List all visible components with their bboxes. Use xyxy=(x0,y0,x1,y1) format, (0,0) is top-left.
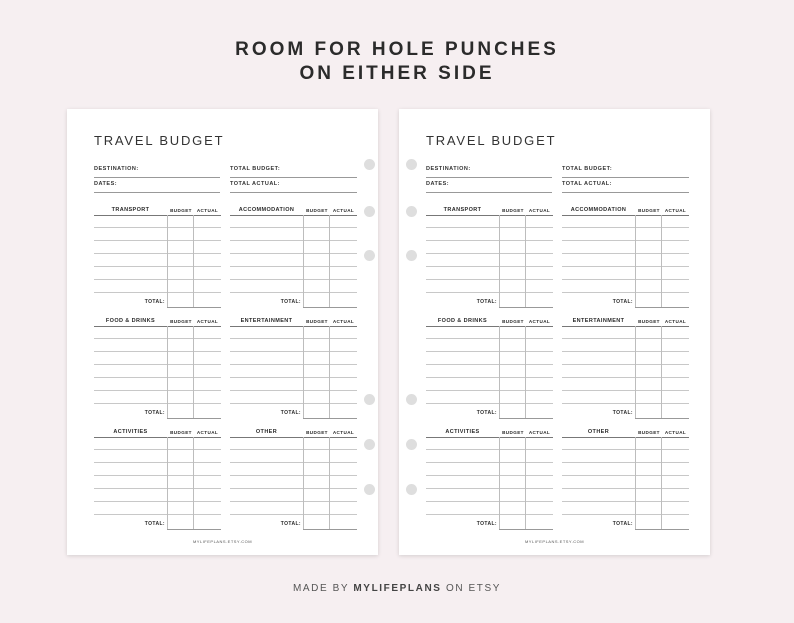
column-divider xyxy=(303,437,304,529)
budget-column-label: BUDGET xyxy=(306,319,328,324)
budget-column-label: BUDGET xyxy=(306,208,328,213)
row-line xyxy=(230,514,357,515)
row-line xyxy=(230,351,357,352)
total-box xyxy=(499,519,553,530)
section-header xyxy=(230,428,357,438)
row-line xyxy=(562,501,689,502)
row-line xyxy=(94,449,221,450)
section-accommodation xyxy=(230,206,357,310)
row-line xyxy=(426,338,553,339)
hole-punch-icon xyxy=(364,250,375,261)
budget-column-label: BUDGET xyxy=(306,430,328,435)
budget-column-label: BUDGET xyxy=(638,208,660,213)
actual-column-label: ACTUAL xyxy=(196,430,219,435)
section-activities xyxy=(426,428,553,532)
section-title: FOOD & DRINKS xyxy=(105,318,156,324)
column-divider xyxy=(329,326,330,418)
section-header xyxy=(562,428,689,438)
hole-punch-icon xyxy=(364,159,375,170)
row-line xyxy=(426,449,553,450)
column-divider xyxy=(635,326,636,418)
row-line xyxy=(562,514,689,515)
section-title: ACCOMMODATION xyxy=(238,207,295,213)
column-divider xyxy=(303,326,304,418)
actual-column-label: ACTUAL xyxy=(196,208,219,213)
row-line xyxy=(426,475,553,476)
destination-label: DESTINATION: xyxy=(426,166,471,172)
row-line xyxy=(230,227,357,228)
actual-column-label: ACTUAL xyxy=(332,430,355,435)
row-line xyxy=(562,253,689,254)
section-header xyxy=(426,428,553,438)
column-divider xyxy=(167,437,168,529)
hole-punch-icon xyxy=(406,439,417,450)
actual-column-label: ACTUAL xyxy=(528,319,551,324)
row-line xyxy=(562,364,689,365)
row-line xyxy=(94,266,221,267)
section-other xyxy=(230,428,357,532)
credit-prefix: MADE BY xyxy=(292,583,349,594)
section-header xyxy=(230,206,357,216)
budget-column-label: BUDGET xyxy=(638,319,660,324)
headline xyxy=(0,38,794,86)
total-label: TOTAL: xyxy=(280,410,301,416)
row-line xyxy=(94,475,221,476)
row-line xyxy=(426,514,553,515)
actual-column-label: ACTUAL xyxy=(528,208,551,213)
hole-punch-icon xyxy=(406,159,417,170)
total-actual-label: TOTAL ACTUAL: xyxy=(562,181,612,187)
actual-column-label: ACTUAL xyxy=(664,430,687,435)
row-line xyxy=(230,240,357,241)
section-title: ACTIVITIES xyxy=(445,429,480,435)
planner-page-left xyxy=(67,109,378,555)
column-divider xyxy=(661,326,662,418)
row-line xyxy=(230,403,357,404)
row-line xyxy=(562,240,689,241)
page-title: TRAVEL BUDGET xyxy=(94,133,225,148)
planner-page-right xyxy=(399,109,710,555)
section-food-drinks xyxy=(426,317,553,421)
row-line xyxy=(426,501,553,502)
row-line xyxy=(426,279,553,280)
row-line xyxy=(94,403,221,404)
destination-field xyxy=(94,163,220,178)
row-line xyxy=(94,390,221,391)
row-line xyxy=(94,377,221,378)
total-box xyxy=(303,297,357,308)
total-label: TOTAL: xyxy=(476,521,497,527)
total-label: TOTAL: xyxy=(280,521,301,527)
total-budget-label: TOTAL BUDGET: xyxy=(562,166,613,172)
row-line xyxy=(562,488,689,489)
total-label: TOTAL: xyxy=(476,410,497,416)
row-line xyxy=(426,266,553,267)
row-line xyxy=(230,279,357,280)
section-header xyxy=(562,206,689,216)
budget-column-label: BUDGET xyxy=(170,430,192,435)
destination-field xyxy=(426,163,552,178)
credit-brand: MYLIFEPLANS xyxy=(353,583,442,594)
row-line xyxy=(426,488,553,489)
column-divider xyxy=(525,326,526,418)
total-label: TOTAL: xyxy=(280,299,301,305)
section-title: TRANSPORT xyxy=(111,207,150,213)
column-divider xyxy=(525,215,526,307)
budget-column-label: BUDGET xyxy=(638,430,660,435)
page-title: TRAVEL BUDGET xyxy=(426,133,557,148)
row-line xyxy=(94,462,221,463)
dates-field xyxy=(426,178,552,193)
section-entertainment xyxy=(230,317,357,421)
actual-column-label: ACTUAL xyxy=(664,319,687,324)
row-line xyxy=(94,240,221,241)
section-title: FOOD & DRINKS xyxy=(437,318,488,324)
row-line xyxy=(426,403,553,404)
section-transport xyxy=(94,206,221,310)
hole-punch-icon xyxy=(364,484,375,495)
row-line xyxy=(94,488,221,489)
section-food-drinks xyxy=(94,317,221,421)
budget-column-label: BUDGET xyxy=(502,430,524,435)
total-box xyxy=(635,519,689,530)
column-divider xyxy=(329,215,330,307)
section-entertainment xyxy=(562,317,689,421)
row-line xyxy=(562,462,689,463)
row-line xyxy=(562,449,689,450)
column-divider xyxy=(167,215,168,307)
row-line xyxy=(562,377,689,378)
row-line xyxy=(426,253,553,254)
section-header xyxy=(562,317,689,327)
row-line xyxy=(230,449,357,450)
row-line xyxy=(562,403,689,404)
hole-punch-icon xyxy=(364,206,375,217)
total-actual-label: TOTAL ACTUAL: xyxy=(230,181,280,187)
total-label: TOTAL: xyxy=(144,410,165,416)
column-divider xyxy=(193,215,194,307)
row-line xyxy=(230,390,357,391)
total-label: TOTAL: xyxy=(612,410,633,416)
actual-column-label: ACTUAL xyxy=(528,430,551,435)
row-line xyxy=(230,338,357,339)
section-activities xyxy=(94,428,221,532)
row-line xyxy=(94,351,221,352)
row-line xyxy=(94,253,221,254)
row-line xyxy=(562,390,689,391)
column-divider xyxy=(499,215,500,307)
total-label: TOTAL: xyxy=(476,299,497,305)
total-budget-field xyxy=(230,163,357,178)
section-other xyxy=(562,428,689,532)
total-budget-field xyxy=(562,163,689,178)
row-line xyxy=(426,240,553,241)
row-line xyxy=(426,292,553,293)
row-line xyxy=(426,390,553,391)
row-line xyxy=(230,475,357,476)
row-line xyxy=(562,292,689,293)
hole-punch-icon xyxy=(406,206,417,217)
budget-column-label: BUDGET xyxy=(170,319,192,324)
actual-column-label: ACTUAL xyxy=(332,319,355,324)
budget-column-label: BUDGET xyxy=(502,319,524,324)
budget-column-label: BUDGET xyxy=(170,208,192,213)
column-divider xyxy=(193,437,194,529)
credit-line xyxy=(0,583,794,594)
row-line xyxy=(230,377,357,378)
dates-field xyxy=(94,178,220,193)
row-line xyxy=(94,227,221,228)
section-header xyxy=(94,428,221,438)
dates-label: DATES: xyxy=(426,181,450,187)
hole-punch-icon xyxy=(364,439,375,450)
section-title: ACTIVITIES xyxy=(113,429,148,435)
section-header xyxy=(426,206,553,216)
section-header xyxy=(230,317,357,327)
total-label: TOTAL: xyxy=(612,521,633,527)
budget-column-label: BUDGET xyxy=(502,208,524,213)
column-divider xyxy=(303,215,304,307)
total-box xyxy=(303,519,357,530)
total-label: TOTAL: xyxy=(144,521,165,527)
row-line xyxy=(426,351,553,352)
dates-label: DATES: xyxy=(94,181,118,187)
row-line xyxy=(94,514,221,515)
column-divider xyxy=(661,215,662,307)
row-line xyxy=(230,292,357,293)
row-line xyxy=(94,364,221,365)
page-footer: MYLIFEPLANS.ETSY.COM xyxy=(192,539,253,544)
column-divider xyxy=(329,437,330,529)
headline-line-2: ON EITHER SIDE xyxy=(299,63,495,84)
actual-column-label: ACTUAL xyxy=(664,208,687,213)
column-divider xyxy=(193,326,194,418)
destination-label: DESTINATION: xyxy=(94,166,139,172)
row-line xyxy=(94,292,221,293)
row-line xyxy=(562,475,689,476)
row-line xyxy=(94,279,221,280)
total-box xyxy=(499,297,553,308)
row-line xyxy=(562,227,689,228)
headline-line-1: ROOM FOR HOLE PUNCHES xyxy=(235,39,559,60)
total-box xyxy=(499,408,553,419)
row-line xyxy=(230,501,357,502)
column-divider xyxy=(167,326,168,418)
row-line xyxy=(562,338,689,339)
section-transport xyxy=(426,206,553,310)
actual-column-label: ACTUAL xyxy=(196,319,219,324)
row-line xyxy=(94,338,221,339)
row-line xyxy=(230,266,357,267)
column-divider xyxy=(635,215,636,307)
actual-column-label: ACTUAL xyxy=(332,208,355,213)
row-line xyxy=(94,501,221,502)
row-line xyxy=(230,488,357,489)
row-line xyxy=(562,351,689,352)
section-title: OTHER xyxy=(587,429,610,435)
total-box xyxy=(635,408,689,419)
section-title: OTHER xyxy=(255,429,278,435)
total-box xyxy=(167,297,221,308)
hole-punch-icon xyxy=(406,484,417,495)
total-label: TOTAL: xyxy=(144,299,165,305)
total-actual-field xyxy=(562,178,689,193)
total-budget-label: TOTAL BUDGET: xyxy=(230,166,281,172)
section-title: TRANSPORT xyxy=(443,207,482,213)
page-footer: MYLIFEPLANS.ETSY.COM xyxy=(524,539,585,544)
section-header xyxy=(94,206,221,216)
hole-punch-icon xyxy=(406,394,417,405)
row-line xyxy=(230,462,357,463)
total-box xyxy=(167,408,221,419)
section-header xyxy=(94,317,221,327)
row-line xyxy=(562,279,689,280)
total-box xyxy=(167,519,221,530)
section-accommodation xyxy=(562,206,689,310)
column-divider xyxy=(661,437,662,529)
row-line xyxy=(230,253,357,254)
section-header xyxy=(426,317,553,327)
total-label: TOTAL: xyxy=(612,299,633,305)
section-title: ENTERTAINMENT xyxy=(240,318,293,324)
row-line xyxy=(562,266,689,267)
hole-punch-icon xyxy=(406,250,417,261)
row-line xyxy=(426,364,553,365)
column-divider xyxy=(499,326,500,418)
row-line xyxy=(426,227,553,228)
row-line xyxy=(230,364,357,365)
column-divider xyxy=(525,437,526,529)
column-divider xyxy=(635,437,636,529)
row-line xyxy=(426,462,553,463)
total-actual-field xyxy=(230,178,357,193)
total-box xyxy=(303,408,357,419)
section-title: ACCOMMODATION xyxy=(570,207,627,213)
total-box xyxy=(635,297,689,308)
column-divider xyxy=(499,437,500,529)
hole-punch-icon xyxy=(364,394,375,405)
row-line xyxy=(426,377,553,378)
credit-suffix: ON ETSY xyxy=(445,583,502,594)
section-title: ENTERTAINMENT xyxy=(572,318,625,324)
